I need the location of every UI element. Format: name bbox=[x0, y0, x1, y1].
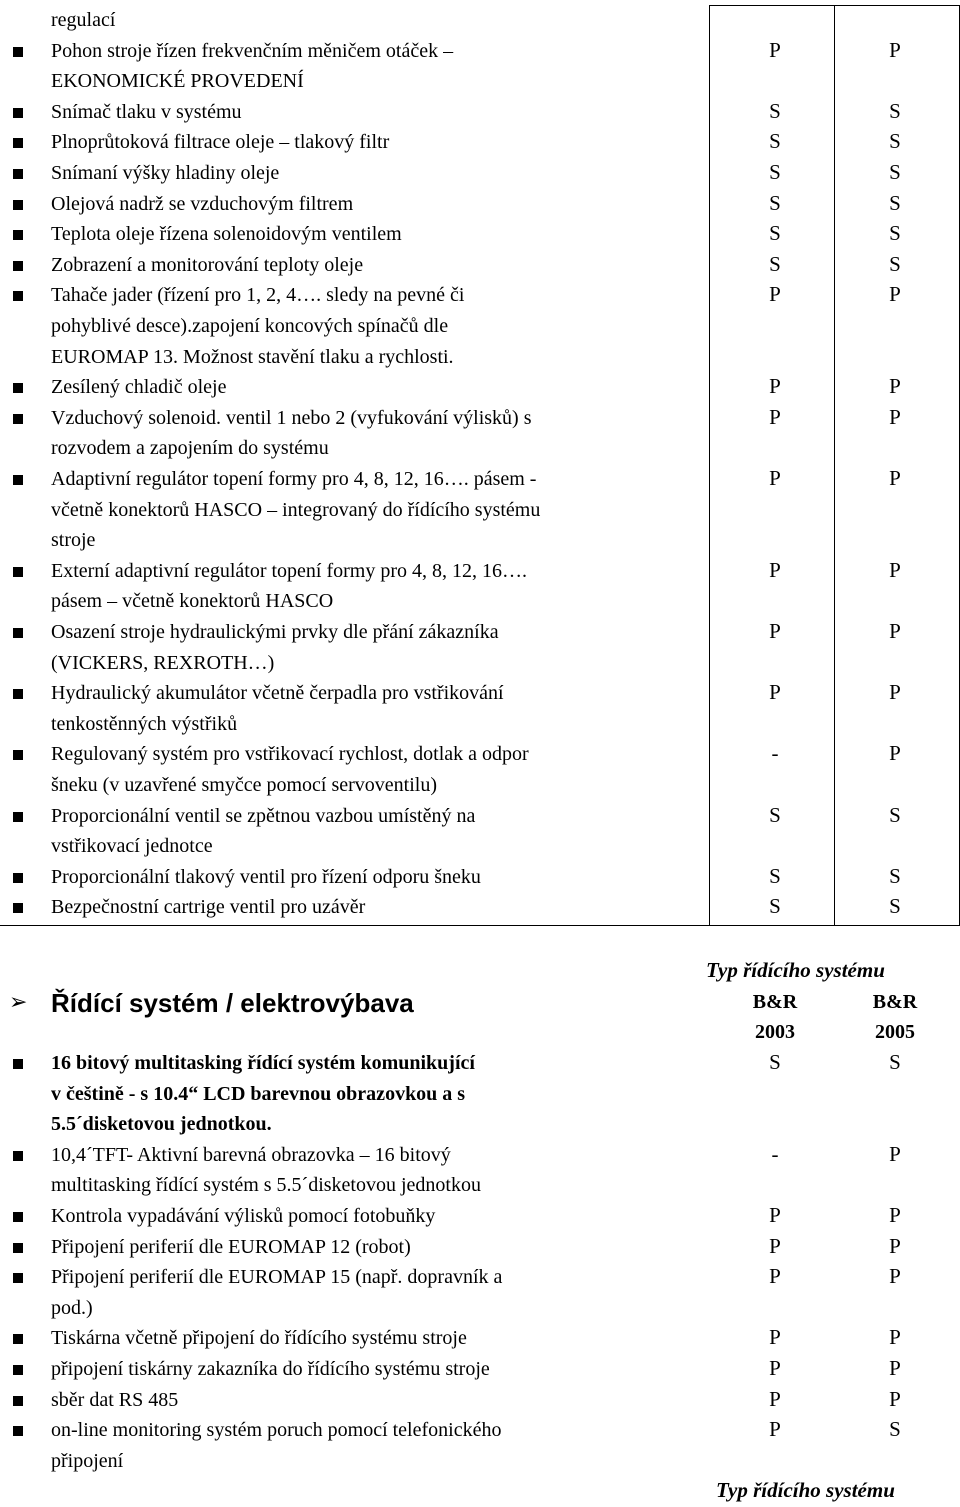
hydraulic-row-13-value-a: P bbox=[769, 619, 781, 643]
hydraulic-row-8-text: Tahače jader (řízení pro 1, 2, 4…. sledy na pevné či bbox=[51, 284, 465, 307]
control-row-1-value-a: S bbox=[769, 1050, 781, 1074]
hydraulic-row-6-text: Teplota oleje řízena solenoidovým ventilem bbox=[51, 223, 402, 246]
hydraulic-row-5-value-b: S bbox=[889, 190, 901, 215]
bullet-icon bbox=[13, 628, 23, 638]
hydraulic-row-16-text: vstřikovací jednotce bbox=[51, 835, 213, 858]
bullet-icon bbox=[13, 1151, 23, 1161]
control-row-6-value-b: P bbox=[889, 1325, 901, 1350]
bullet-icon bbox=[13, 873, 23, 883]
hydraulic-row-4-text: Snímaní výšky hladiny oleje bbox=[51, 162, 280, 184]
hydraulic-row-13-text: (VICKERS, REXROTH…) bbox=[51, 651, 275, 674]
control-row-9-text: připojení bbox=[51, 1449, 124, 1472]
bullet-icon bbox=[13, 1059, 23, 1069]
bullet-icon bbox=[13, 230, 23, 240]
control-row-9-value-a: P bbox=[769, 1417, 781, 1442]
hydraulic-row-13-value-b: P bbox=[889, 619, 901, 643]
bullet-icon bbox=[13, 261, 23, 271]
hydraulic-row-11-value-b: P bbox=[889, 466, 901, 490]
control-row-1-text: 16 bitový multitasking řídící systém komunikující bbox=[51, 1052, 475, 1074]
hydraulic-row-5-text: Olejová nadrž se vzduchovým filtrem bbox=[51, 192, 354, 215]
control-row-7-text: připojení tiskárny zakazníka do řídícího systému stroje bbox=[51, 1358, 490, 1380]
bullet-icon bbox=[13, 138, 23, 148]
hydraulic-row-10-value-b: P bbox=[889, 404, 901, 429]
control-row-8-value-a: P bbox=[769, 1386, 781, 1411]
bullet-icon bbox=[13, 689, 23, 699]
control-row-4-value-a: P bbox=[769, 1233, 781, 1258]
control-row-7-value-a: P bbox=[769, 1356, 781, 1380]
bullet-icon bbox=[13, 1426, 23, 1436]
hydraulic-row-4-value-a: S bbox=[769, 160, 781, 184]
hydraulic-row-8-value-b: P bbox=[889, 282, 901, 307]
control-row-6-value-a: P bbox=[769, 1325, 781, 1350]
control-row-3-value-a: P bbox=[769, 1203, 781, 1227]
hydraulic-row-12-text: Externí adaptivní regulátor topení formy pro 4, 8, 12, 16…. bbox=[51, 559, 528, 582]
hydraulic-row-12-value-b: P bbox=[889, 557, 901, 582]
control-row-4-value-b: P bbox=[889, 1233, 901, 1258]
control-row-2-text: 10,4´TFT- Aktivní barevná obrazovka – 16 bitový bbox=[51, 1143, 451, 1166]
control-row-2-text: multitasking řídící systém s 5.5´disketovou jednotkou bbox=[51, 1174, 481, 1197]
bullet-icon bbox=[13, 200, 23, 210]
type-label: Typ řídícího systému bbox=[706, 958, 885, 982]
hydraulic-row-7-value-a: S bbox=[769, 251, 781, 276]
bullet-icon bbox=[13, 903, 23, 913]
hydraulic-row-18-text: Bezpečnostní cartrige ventil pro uzávěr bbox=[51, 896, 366, 919]
hydraulic-row-17-text: Proporcionální tlakový ventil pro řízení odporu šneku bbox=[51, 865, 481, 888]
hydraulic-row-18-value-a: S bbox=[769, 894, 781, 919]
col2-header-line1: B&R bbox=[872, 991, 918, 1013]
hydraulic-row-13-text: Osazení stroje hydraulickými prvky dle přání zákazníka bbox=[51, 621, 499, 643]
table-border-left bbox=[709, 5, 710, 925]
hydraulic-row-8-value-a: P bbox=[769, 282, 781, 307]
hydraulic-row-3-text: Plnoprůtoková filtrace oleje – tlakový filtr bbox=[51, 131, 390, 154]
hydraulic-row-4-value-b: S bbox=[889, 160, 901, 184]
control-row-1-value-b: S bbox=[889, 1050, 901, 1074]
hydraulic-row-6-value-a: S bbox=[769, 221, 781, 246]
bullet-icon bbox=[13, 1243, 23, 1253]
hydraulic-row-11-text: Adaptivní regulátor topení formy pro 4, 8, 12, 16…. pásem - bbox=[51, 468, 537, 490]
hydraulic-row-14-text: tenkostěnných výstřiků bbox=[51, 712, 238, 735]
hydraulic-row-7-value-b: S bbox=[889, 251, 901, 276]
control-row-5-value-a: P bbox=[769, 1264, 781, 1289]
hydraulic-row-8-text: pohyblivé desce).zapojení koncových spínačů dle bbox=[51, 315, 449, 337]
bullet-icon bbox=[13, 47, 23, 57]
col2-header-line2: 2005 bbox=[875, 1021, 915, 1043]
control-row-8-value-b: P bbox=[889, 1386, 901, 1411]
table-border-bottom bbox=[0, 925, 960, 926]
control-row-5-text: pod.) bbox=[51, 1296, 93, 1319]
bullet-icon bbox=[13, 383, 23, 393]
control-row-8-text: sběr dat RS 485 bbox=[51, 1388, 179, 1411]
hydraulic-row-11-text: stroje bbox=[51, 529, 96, 552]
control-row-6-text: Tiskárna včetně připojení do řídícího systému stroje bbox=[51, 1327, 467, 1350]
section-heading: Řídící systém / elektrovýbava bbox=[51, 988, 414, 1018]
control-row-1-text: 5.5´disketovou jednotkou. bbox=[51, 1113, 272, 1136]
hydraulic-row-10-value-a: P bbox=[769, 404, 781, 429]
hydraulic-row-1-value-a: P bbox=[769, 37, 781, 62]
bullet-icon bbox=[13, 1273, 23, 1283]
arrow-bullet-icon: ➢ bbox=[9, 990, 28, 1015]
control-row-2-value-b: P bbox=[889, 1141, 901, 1166]
col1-header-line2: 2003 bbox=[755, 1021, 795, 1043]
hydraulic-row-8-text: EUROMAP 13. Možnost stavění tlaku a rychlosti. bbox=[51, 345, 454, 368]
hydraulic-row-17-value-a: S bbox=[769, 863, 781, 888]
bullet-icon bbox=[13, 108, 23, 118]
hydraulic-row-2-value-a: S bbox=[769, 98, 781, 123]
bullet-icon bbox=[13, 475, 23, 485]
hydraulic-row-1-text: EKONOMICKÉ PROVEDENÍ bbox=[51, 70, 304, 93]
hydraulic-row-14-text: Hydraulický akumulátor včetně čerpadla pro vstřikování bbox=[51, 682, 504, 705]
bullet-icon bbox=[13, 169, 23, 179]
hydraulic-row-5-value-a: S bbox=[769, 190, 781, 215]
control-row-5-value-b: P bbox=[889, 1264, 901, 1289]
top-fragment: regulací bbox=[51, 9, 116, 31]
control-row-4-text: Připojení periferií dle EUROMAP 12 (robot) bbox=[51, 1235, 411, 1258]
hydraulic-row-16-text: Proporcionální ventil se zpětnou vazbou umístěný na bbox=[51, 804, 476, 827]
bullet-icon bbox=[13, 567, 23, 577]
control-row-3-value-b: P bbox=[889, 1203, 901, 1227]
hydraulic-row-2-text: Snímač tlaku v systému bbox=[51, 100, 242, 123]
hydraulic-row-2-value-b: S bbox=[889, 98, 901, 123]
table-border-middle bbox=[834, 5, 835, 925]
hydraulic-row-1-value-b: P bbox=[889, 37, 901, 62]
hydraulic-row-16-value-a: S bbox=[769, 802, 781, 827]
hydraulic-row-15-text: šneku (v uzavřené smyčce pomocí servoventilu) bbox=[51, 774, 437, 796]
hydraulic-row-15-value-b: P bbox=[889, 741, 901, 766]
hydraulic-row-10-text: rozvodem a zapojením do systému bbox=[51, 437, 329, 460]
bullet-icon bbox=[13, 812, 23, 822]
hydraulic-row-15-text: Regulovaný systém pro vstřikovací rychlost, dotlak a odpor bbox=[51, 743, 529, 766]
footer-type-label: Typ řídícího systému bbox=[716, 1478, 895, 1502]
bullet-icon bbox=[13, 1365, 23, 1375]
control-row-9-value-b: S bbox=[889, 1417, 901, 1442]
control-row-7-value-b: P bbox=[889, 1356, 901, 1380]
hydraulic-row-15-value-a: - bbox=[771, 741, 779, 766]
hydraulic-row-6-value-b: S bbox=[889, 221, 901, 246]
hydraulic-row-14-value-a: P bbox=[769, 680, 781, 705]
hydraulic-row-9-text: Zesílený chladič oleje bbox=[51, 376, 227, 399]
hydraulic-row-9-value-b: P bbox=[889, 374, 901, 399]
hydraulic-row-11-value-a: P bbox=[769, 466, 781, 490]
bullet-icon bbox=[13, 750, 23, 760]
hydraulic-row-17-value-b: S bbox=[889, 863, 901, 888]
col1-header-line1: B&R bbox=[752, 991, 798, 1013]
bullet-icon bbox=[13, 414, 23, 424]
control-row-5-text: Připojení periferií dle EUROMAP 15 (např. dopravník a bbox=[51, 1266, 503, 1289]
hydraulic-row-3-value-b: S bbox=[889, 129, 901, 154]
bullet-icon bbox=[13, 1396, 23, 1406]
control-row-9-text: on-line monitoring systém poruch pomocí telefonického bbox=[51, 1419, 502, 1442]
control-row-1-text: v češtině - s 10.4“ LCD barevnou obrazovkou a s bbox=[51, 1082, 466, 1105]
hydraulic-row-14-value-b: P bbox=[889, 680, 901, 705]
control-row-2-value-a: - bbox=[771, 1141, 779, 1166]
bullet-icon bbox=[13, 1334, 23, 1344]
hydraulic-row-11-text: včetně konektorů HASCO – integrovaný do řídícího systému bbox=[51, 498, 541, 521]
hydraulic-row-10-text: Vzduchový solenoid. ventil 1 nebo 2 (vyfukování výlisků) s bbox=[51, 406, 532, 429]
hydraulic-row-12-value-a: P bbox=[769, 557, 781, 582]
hydraulic-row-16-value-b: S bbox=[889, 802, 901, 827]
bullet-icon bbox=[13, 291, 23, 301]
bullet-icon bbox=[13, 1212, 23, 1222]
hydraulic-row-12-text: pásem – včetně konektorů HASCO bbox=[51, 590, 334, 613]
hydraulic-row-7-text: Zobrazení a monitorování teploty oleje bbox=[51, 253, 364, 276]
control-row-3-text: Kontrola vypadávání výlisků pomocí fotobuňky bbox=[51, 1205, 436, 1227]
hydraulic-row-9-value-a: P bbox=[769, 374, 781, 399]
hydraulic-row-3-value-a: S bbox=[769, 129, 781, 154]
hydraulic-row-18-value-b: S bbox=[889, 894, 901, 919]
hydraulic-row-1-text: Pohon stroje řízen frekvenčním měničem otáček – bbox=[51, 39, 454, 62]
